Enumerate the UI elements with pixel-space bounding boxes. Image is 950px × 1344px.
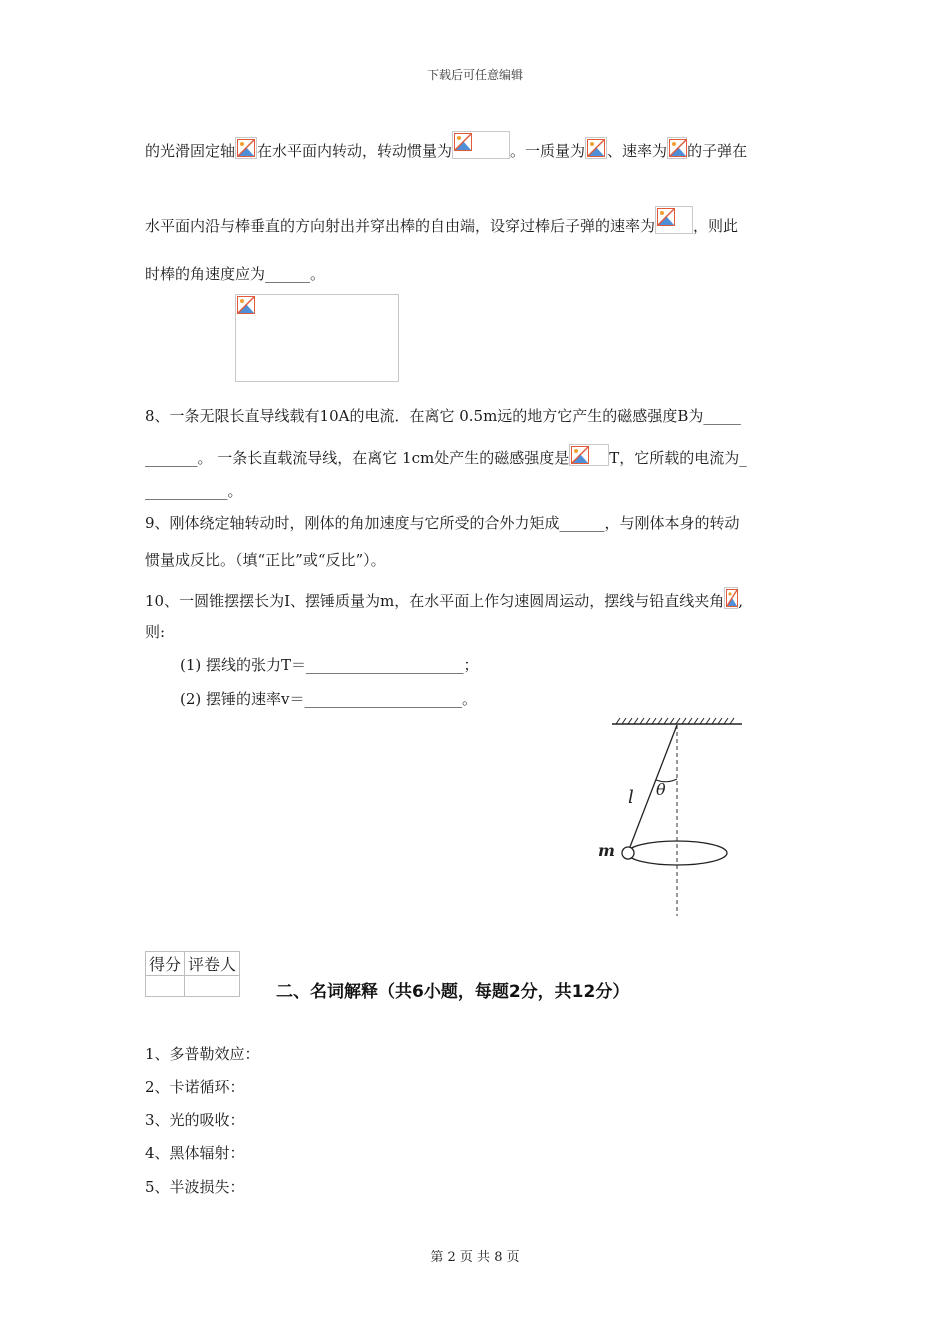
q7-text-g: ，则此 — [693, 217, 739, 235]
q8-text-b: T，它所载的电流为_ — [609, 449, 747, 467]
term-item: 1、多普勒效应： — [145, 1045, 260, 1063]
q7-line-2 — [145, 206, 738, 236]
image-placeholder — [569, 444, 609, 466]
image-placeholder — [452, 131, 510, 159]
q7-text-e: 的子弹在 — [687, 142, 748, 160]
ceiling-hatch — [616, 718, 734, 724]
broken-image-icon — [657, 208, 675, 226]
score-cell-grader[interactable] — [185, 976, 240, 997]
term-item: 5、半波损失： — [145, 1178, 245, 1196]
score-table — [145, 951, 240, 997]
pendulum-string — [628, 725, 677, 852]
label-m: m — [598, 841, 615, 860]
score-header-score: 得分 — [146, 952, 185, 976]
image-placeholder — [585, 137, 607, 159]
q7-text-b: 在水平面内转动，转动惯量为 — [257, 142, 453, 160]
q7-line-1 — [145, 131, 747, 161]
q9-line-2: 惯量成反比。（填“正比”或“反比”）。 — [145, 551, 386, 569]
conical-pendulum-figure — [590, 710, 750, 920]
broken-image-icon — [669, 139, 687, 157]
q8-line-3: ___________。 — [145, 482, 243, 500]
image-placeholder-large — [235, 294, 399, 382]
page-header: 下载后可任意编辑 — [426, 68, 523, 82]
image-placeholder — [655, 206, 693, 234]
term-item: 3、光的吸收： — [145, 1111, 245, 1129]
q8-text-a: _______。 一条长直载流导线，在离它 1cm处产生的磁感强度是 — [145, 449, 570, 467]
q10-line-2: 则: — [145, 623, 166, 641]
q8-line-2 — [145, 444, 747, 468]
q7-text-f: 水平面内沿与棒垂直的方向射出并穿出棒的自由端，设穿过棒后子弹的速率为 — [145, 217, 656, 235]
page-footer: 第 2 页 共 8 页 — [430, 1250, 520, 1265]
broken-image-icon — [587, 139, 605, 157]
q10-line-1 — [145, 587, 743, 611]
score-header-grader: 评卷人 — [185, 952, 240, 976]
q9-line-1: 9、刚体绕定轴转动时，刚体的角加速度与它所受的合外力矩成______，与刚体本身的转动 — [145, 514, 740, 532]
broken-image-icon — [237, 296, 255, 314]
broken-image-icon — [454, 133, 472, 151]
score-cell-score[interactable] — [146, 976, 185, 997]
broken-image-icon — [726, 589, 738, 607]
broken-image-icon — [237, 139, 255, 157]
image-placeholder — [235, 137, 257, 159]
q10-text-a: 10、一圆锥摆摆长为I、摆锤质量为m，在水平面上作匀速圆周运动，摆线与铅直线夹角 — [145, 592, 725, 610]
q7-line-3: 时棒的角速度应为______。 — [145, 265, 326, 283]
q7-text-d: 、速率为 — [607, 142, 668, 160]
term-item: 4、黑体辐射： — [145, 1144, 245, 1162]
q10-sub-2: (2) 摆锤的速率v＝_____________________。 — [180, 690, 477, 708]
term-item: 2、卡诺循环： — [145, 1078, 245, 1096]
q7-text-a: 的光滑固定轴 — [145, 142, 236, 160]
image-placeholder — [724, 587, 738, 609]
broken-image-icon — [571, 446, 589, 464]
q10-text-b: , — [738, 592, 744, 610]
section-title: 二、名词解释（共6小题，每题2分，共12分） — [276, 982, 630, 1002]
q7-text-c: 。一质量为 — [510, 142, 586, 160]
label-theta: θ — [656, 780, 666, 799]
pendulum-bob — [622, 847, 634, 859]
q10-sub-1: (1) 摆线的张力T＝_____________________； — [180, 656, 479, 674]
label-l: l — [628, 787, 634, 808]
image-placeholder — [667, 137, 687, 159]
q8-line-1: 8、一条无限长直导线载有10A的电流．在离它 0.5m远的地方它产生的磁感强度B为_____ — [145, 407, 741, 425]
